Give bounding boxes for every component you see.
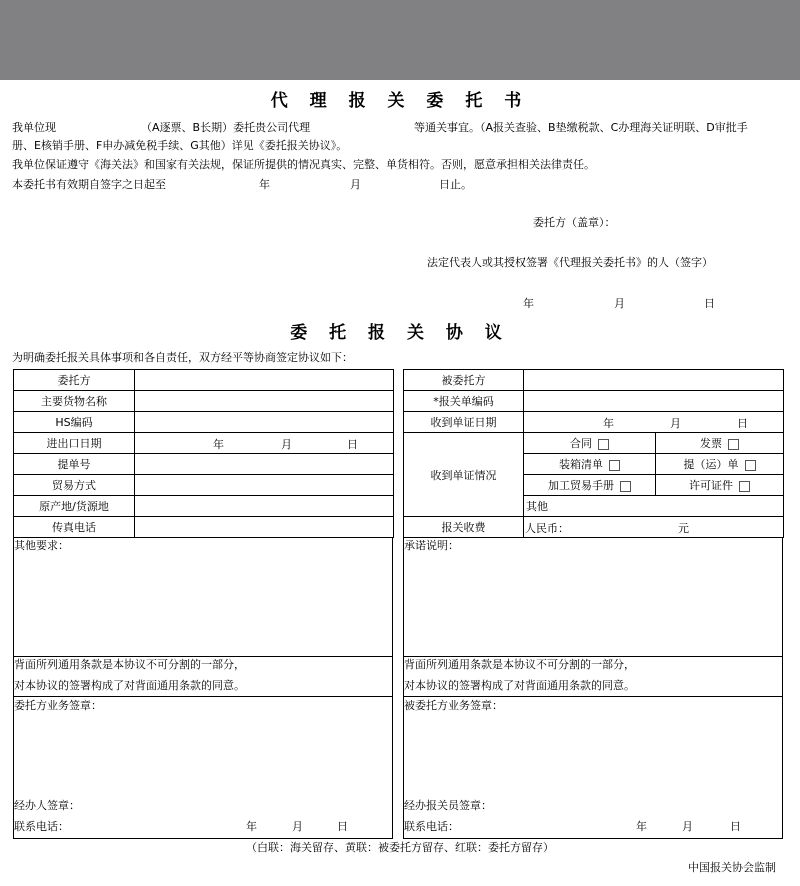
recv-year: 年	[603, 417, 614, 430]
fee-label: 报关收费	[404, 517, 524, 538]
origin-label: 原产地/货源地	[14, 496, 135, 517]
terms-line2: 对本协议的签署构成了对背面通用条款的同意。	[14, 679, 245, 692]
divider	[13, 696, 393, 697]
contract-option[interactable]	[524, 433, 656, 454]
invoice-label: 发票	[700, 437, 722, 450]
license-label: 许可证件	[689, 479, 733, 492]
fax-label: 传真电话	[14, 517, 135, 538]
trade-mode-field[interactable]	[135, 475, 394, 496]
ie-date-field[interactable]	[135, 433, 394, 454]
ie-date-label: 进出口日期	[14, 433, 135, 454]
agent-terms-line2: 对本协议的签署构成了对背面通用条款的同意。	[404, 679, 635, 692]
agreement-intro: 为明确委托报关具体事项和各自责任，双方经平等协商签定协议如下：	[12, 351, 353, 364]
para1-cont: 册、E核销手册、F申办减免税手续、G其他）详见《委托报关协议》。	[12, 139, 348, 152]
divider	[403, 696, 783, 697]
principal-seal-label: 委托方（盖章）：	[533, 216, 616, 229]
table-row	[404, 517, 784, 538]
contract-label: 合同	[570, 437, 592, 450]
fax-field[interactable]	[135, 517, 394, 538]
para3-validity: 本委托书有效期自签字之日起至	[12, 178, 166, 191]
contract-checkbox[interactable]	[598, 439, 609, 450]
bl-no-field[interactable]	[135, 454, 394, 475]
bl-label: 提（运）单	[683, 458, 739, 471]
main-goods-field[interactable]	[135, 391, 394, 412]
invoice-option[interactable]	[656, 433, 784, 454]
sign-month: 月	[614, 297, 625, 310]
ie-month: 月	[281, 438, 292, 451]
table-row	[404, 412, 784, 433]
para1-matters: 等通关事宜。（A报关查验、B垫缴税款、C办理海关证明联、D审批手	[414, 121, 748, 134]
table-row	[14, 391, 394, 412]
agent-field[interactable]	[524, 370, 784, 391]
trade-mode-label: 贸易方式	[14, 475, 135, 496]
decl-no-label: *报关单编码	[404, 391, 524, 412]
bl-checkbox[interactable]	[745, 460, 756, 471]
packing-option[interactable]	[524, 454, 656, 475]
agent-terms-line1: 背面所列通用条款是本协议不可分割的一部分，	[404, 658, 635, 671]
divider	[13, 656, 393, 657]
principal-label: 委托方	[14, 370, 135, 391]
para1-start: 我单位现	[12, 121, 56, 134]
packing-checkbox[interactable]	[609, 460, 620, 471]
validity-month: 月	[350, 178, 361, 191]
table-row	[14, 412, 394, 433]
recv-day: 日	[737, 417, 748, 430]
yuan-label: 元	[678, 522, 689, 535]
recv-date-field[interactable]	[524, 412, 784, 433]
rmb-label: 人民币：	[525, 522, 569, 535]
ie-day: 日	[347, 438, 358, 451]
license-option[interactable]	[656, 475, 784, 496]
sign-year: 年	[523, 297, 534, 310]
processing-manual-label: 加工贸易手册	[548, 479, 614, 492]
handler-sign-label: 经办人签章：	[14, 799, 80, 812]
decl-no-field[interactable]	[524, 391, 784, 412]
main-goods-label: 主要货物名称	[14, 391, 135, 412]
principal-contact-label: 联系电话：	[14, 820, 69, 833]
other-docs-label: 其他	[526, 500, 548, 513]
table-row	[14, 496, 394, 517]
principal-business-seal-label: 委托方业务签章：	[14, 699, 102, 712]
agent-contact-label: 联系电话：	[404, 820, 459, 833]
hs-code-label: HS编码	[14, 412, 135, 433]
agent-date-month: 月	[682, 820, 693, 833]
agent-label: 被委托方	[404, 370, 524, 391]
table-row	[14, 433, 394, 454]
table-row	[14, 454, 394, 475]
hs-code-field[interactable]	[135, 412, 394, 433]
other-docs-field[interactable]	[524, 496, 784, 517]
processing-manual-option[interactable]	[524, 475, 656, 496]
recv-date-label: 收到单证日期	[404, 412, 524, 433]
recv-status-label: 收到单证情况	[404, 433, 524, 517]
table-row	[14, 370, 394, 391]
agent-date-year: 年	[636, 820, 647, 833]
document-title: 代 理 报 关 委 托 书	[270, 91, 530, 111]
copy-distribution-note: （白联：海关留存、黄联：被委托方留存、红联：委托方留存）	[246, 841, 554, 854]
terms-line1: 背面所列通用条款是本协议不可分割的一部分，	[14, 658, 245, 671]
sign-day: 日	[704, 297, 715, 310]
ie-year: 年	[213, 438, 224, 451]
commitment-label: 承诺说明：	[404, 539, 459, 552]
table-row	[404, 391, 784, 412]
principal-date-year: 年	[246, 820, 257, 833]
table-row	[404, 370, 784, 391]
broker-sign-label: 经办报关员签章：	[404, 799, 492, 812]
invoice-checkbox[interactable]	[728, 439, 739, 450]
recv-month: 月	[670, 417, 681, 430]
supervisor-note: 中国报关协会监制	[688, 861, 776, 874]
validity-end: 日止。	[439, 178, 472, 191]
bl-no-label: 提单号	[14, 454, 135, 475]
table-row	[14, 475, 394, 496]
agent-date-day: 日	[730, 820, 741, 833]
license-checkbox[interactable]	[739, 481, 750, 492]
agent-business-seal-label: 被委托方业务签章：	[404, 699, 503, 712]
table-row	[404, 433, 784, 454]
top-banner	[0, 0, 800, 80]
para2-guarantee: 我单位保证遵守《海关法》和国家有关法规，保证所提供的情况真实、完整、单货相符。否则，愿意承担相关法律责任。	[12, 158, 595, 171]
principal-date-month: 月	[292, 820, 303, 833]
fee-field[interactable]	[524, 517, 784, 538]
principal-info-table	[13, 369, 394, 538]
legal-rep-label: 法定代表人或其授权签署《代理报关委托书》的人（签字）	[427, 256, 713, 269]
processing-manual-checkbox[interactable]	[620, 481, 631, 492]
divider	[403, 656, 783, 657]
bl-option[interactable]	[656, 454, 784, 475]
other-requirements-label: 其他要求：	[14, 539, 69, 552]
para1-mode: （A逐票、B长期）委托贵公司代理	[141, 121, 311, 134]
table-row	[14, 517, 394, 538]
origin-field[interactable]	[135, 496, 394, 517]
agent-info-table	[403, 369, 784, 538]
packing-label: 装箱清单	[559, 458, 603, 471]
agreement-title: 委 托 报 关 协 议	[290, 323, 510, 343]
principal-date-day: 日	[337, 820, 348, 833]
principal-field[interactable]	[135, 370, 394, 391]
validity-year: 年	[259, 178, 270, 191]
